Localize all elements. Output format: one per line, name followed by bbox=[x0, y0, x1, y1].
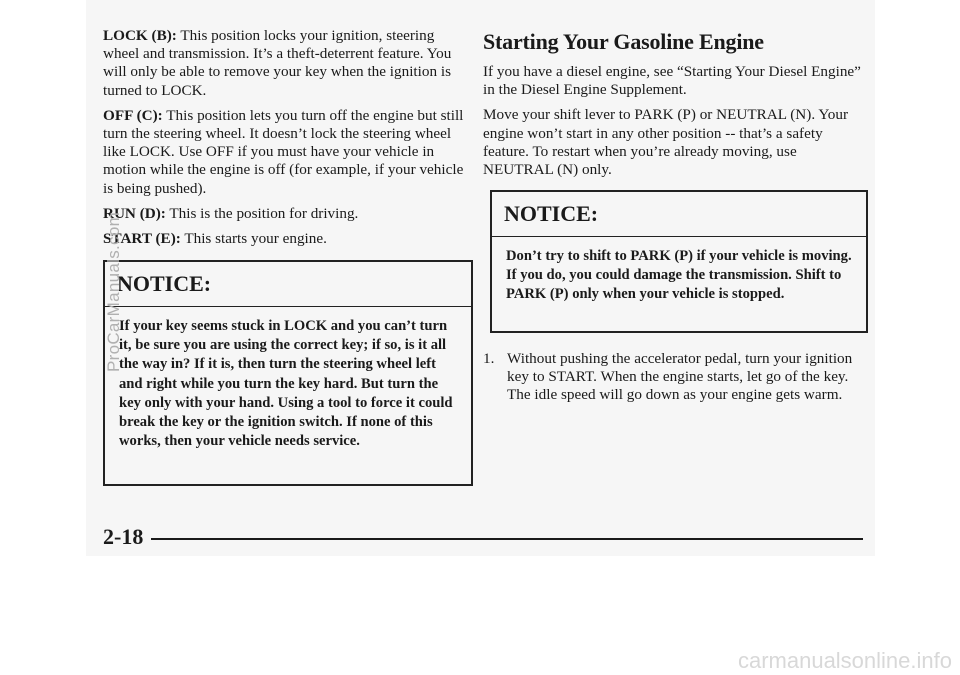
notice-title: NOTICE: bbox=[105, 262, 471, 307]
right-column bbox=[483, 27, 863, 186]
page-number: 2-18 bbox=[103, 524, 144, 549]
start-text: This starts your engine. bbox=[180, 230, 327, 248]
notice-title: NOTICE: bbox=[492, 192, 866, 237]
start-term: START (E): bbox=[103, 230, 181, 248]
start-paragraph bbox=[103, 230, 471, 248]
steps-list bbox=[483, 350, 863, 405]
step-number: 1. bbox=[483, 350, 495, 367]
notice-box-park bbox=[490, 190, 868, 333]
off-text: This position lets you turn off the engine but still turn the steering wheel. It doesn’t lock the steering wheel like LOCK. Use OFF if you must have your vehicle in motion while the engine is off (for example, if your vehicle is being pushed). bbox=[103, 106, 464, 197]
notice-body: Don’t try to shift to PARK (P) if your vehicle is moving. If you do, you could damage the transmission. Shift to PARK (P) only when your vehicle is stopped. bbox=[506, 248, 852, 303]
lock-text: This position locks your ignition, steering wheel and transmission. It’s a theft-deterrent feature. You will only be able to remove your key when the ignition is turned to LOCK. bbox=[103, 27, 452, 99]
site-watermark: carmanualsonline.info bbox=[737, 648, 952, 673]
run-term: RUN (D): bbox=[103, 204, 166, 222]
run-text: This is the position for driving. bbox=[165, 204, 359, 222]
section-heading: Starting Your Gasoline Engine bbox=[483, 29, 764, 54]
shift-paragraph: Move your shift lever to PARK (P) or NEUTRAL (N). Your engine won’t start in any other position -- that’s a safety feature. To restart when you’re already moving, use NEUTRAL (N) only. bbox=[483, 106, 849, 179]
lock-term: LOCK (B): bbox=[103, 27, 177, 44]
run-paragraph bbox=[103, 205, 471, 223]
list-item bbox=[483, 350, 863, 405]
step-text: Without pushing the accelerator pedal, turn your ignition key to START. When the engine starts, let go of the key. The idle speed will go down as your engine gets warm. bbox=[507, 350, 853, 404]
footer-rule bbox=[151, 538, 863, 540]
lock-paragraph bbox=[103, 27, 471, 100]
off-paragraph bbox=[103, 107, 471, 198]
page-footer bbox=[103, 522, 863, 552]
diesel-paragraph: If you have a diesel engine, see “Starting Your Diesel Engine” in the Diesel Engine Supplement. bbox=[483, 63, 861, 99]
watermark: ProCarManuals.com bbox=[104, 211, 123, 372]
left-column bbox=[103, 27, 471, 255]
notice-body: If your key seems stuck in LOCK and you can’t turn it, be sure you are using the correct key; if so, is it all the way in? If it is, then turn the steering wheel left and right while you turn the key hard. But turn the key only with your hand. Using a tool to force it could break the key or the ignition switch. If none of this works, then your vehicle needs service. bbox=[119, 318, 453, 450]
notice-box-key bbox=[103, 260, 473, 486]
steps-list-container bbox=[483, 350, 863, 405]
off-term: OFF (C): bbox=[103, 106, 163, 124]
